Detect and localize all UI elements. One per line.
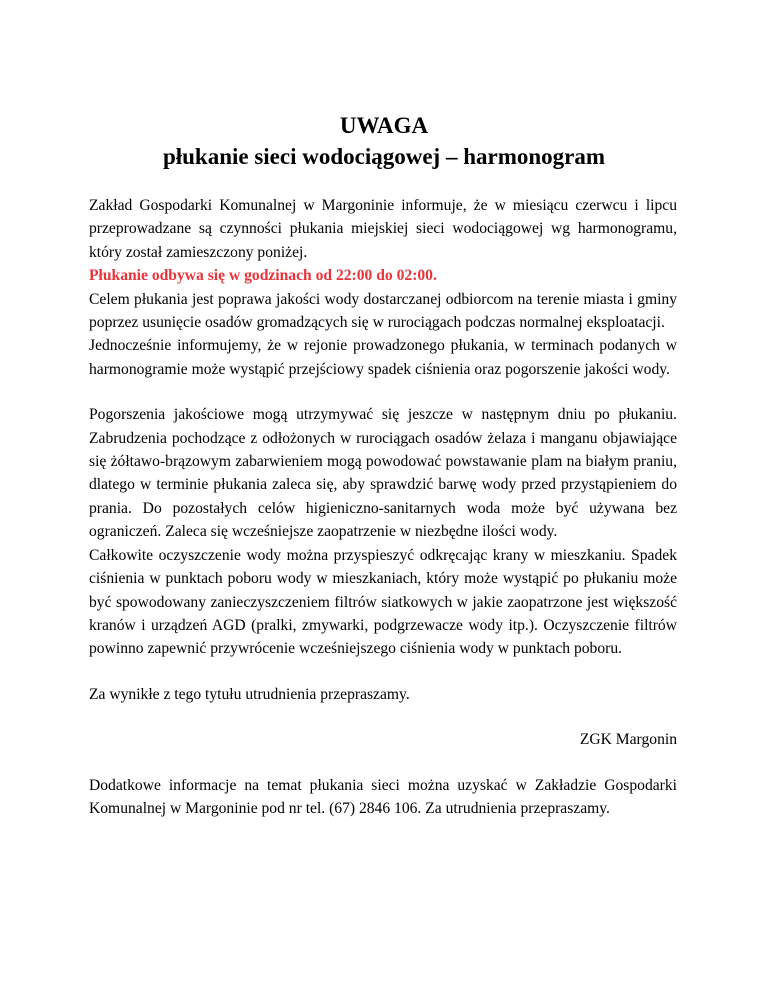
signature: ZGK Margonin	[579, 731, 677, 749]
purpose-paragraph: Celem płukania jest poprawa jakości wody dostarczanej odbiorcom na terenie miasta i gminy poprzez usunięcie osadów gromadzących się w rurociągach podczas normalnej eksploatacji.	[89, 290, 677, 332]
hours-notice: Płukanie odbywa się w godzinach od 22:00 do 02:00.	[89, 267, 437, 285]
contact-paragraph: Dodatkowe informacje na temat płukania sieci można uzyskać w Zakładzie Gospodarki Komunalnej w Margoninie pod nr tel. (67) 2846 106. Za utrudnienia przepraszamy.	[89, 776, 677, 817]
spacer	[89, 752, 677, 774]
spacer	[89, 661, 677, 683]
cleaning-paragraph: Całkowite oczyszczenie wody można przyspieszyć odkręcając krany w mieszkaniu. Spadek ciśnienia w punktach poboru wody w mieszkaniach, który może wystąpić po płukaniu może być spowodowany zanieczyszczeniem filtrów siatkowych w jakie zaopatrzone jest większość kranów i urządzeń AGD (pralki, zmywarki, podgrzewacze wody itp.). Oczyszczenie filtrów powinno zapewnić przywrócenie wcześniejszego ciśnienia wody w punktach poboru.	[89, 546, 677, 658]
spacer	[89, 706, 677, 728]
page-subtitle: płukanie sieci wodociągowej – harmonogram	[162, 144, 606, 169]
notice-paragraph: Jednocześnie informujemy, że w rejonie prowadzonego płukania, w terminach podanych w harmonogramie może wystąpić przejściowy spadek ciśnienia oraz pogorszenie jakości wody.	[89, 337, 677, 378]
intro-paragraph: Zakład Gospodarki Komunalnej w Margoninie informuje, że w miesiącu czerwcu i lipcu przeprowadzane są czynności płukania miejskiej sieci wodociągowej wg harmonogramu, który został zamieszczony poniżej.	[89, 197, 677, 261]
quality-paragraph: Pogorszenia jakościowe mogą utrzymywać się jeszcze w następnym dniu po płukaniu. Zabrudzenia pochodzące z odłożonych w rurociągach osadów żelaza i manganu objawiające się żółtawo-brązowym zabarwieniem mogą powodować powstawanie plam na białym praniu, dlatego w terminie płukania zaleca się, aby sprawdzić barwę wody przed przystąpieniem do prania. Do pozostałych celów higieniczno-sanitarnych woda może być używana bez ograniczeń. Zaleca się wcześniejsze zaopatrzenie w niezbędne ilości wody.	[89, 406, 677, 541]
apology-paragraph: Za wynikłe z tego tytułu utrudnienia przepraszamy.	[89, 685, 410, 703]
spacer	[89, 381, 677, 403]
page-title: UWAGA	[339, 113, 429, 138]
document-body	[89, 194, 677, 820]
title-block	[0, 110, 768, 172]
